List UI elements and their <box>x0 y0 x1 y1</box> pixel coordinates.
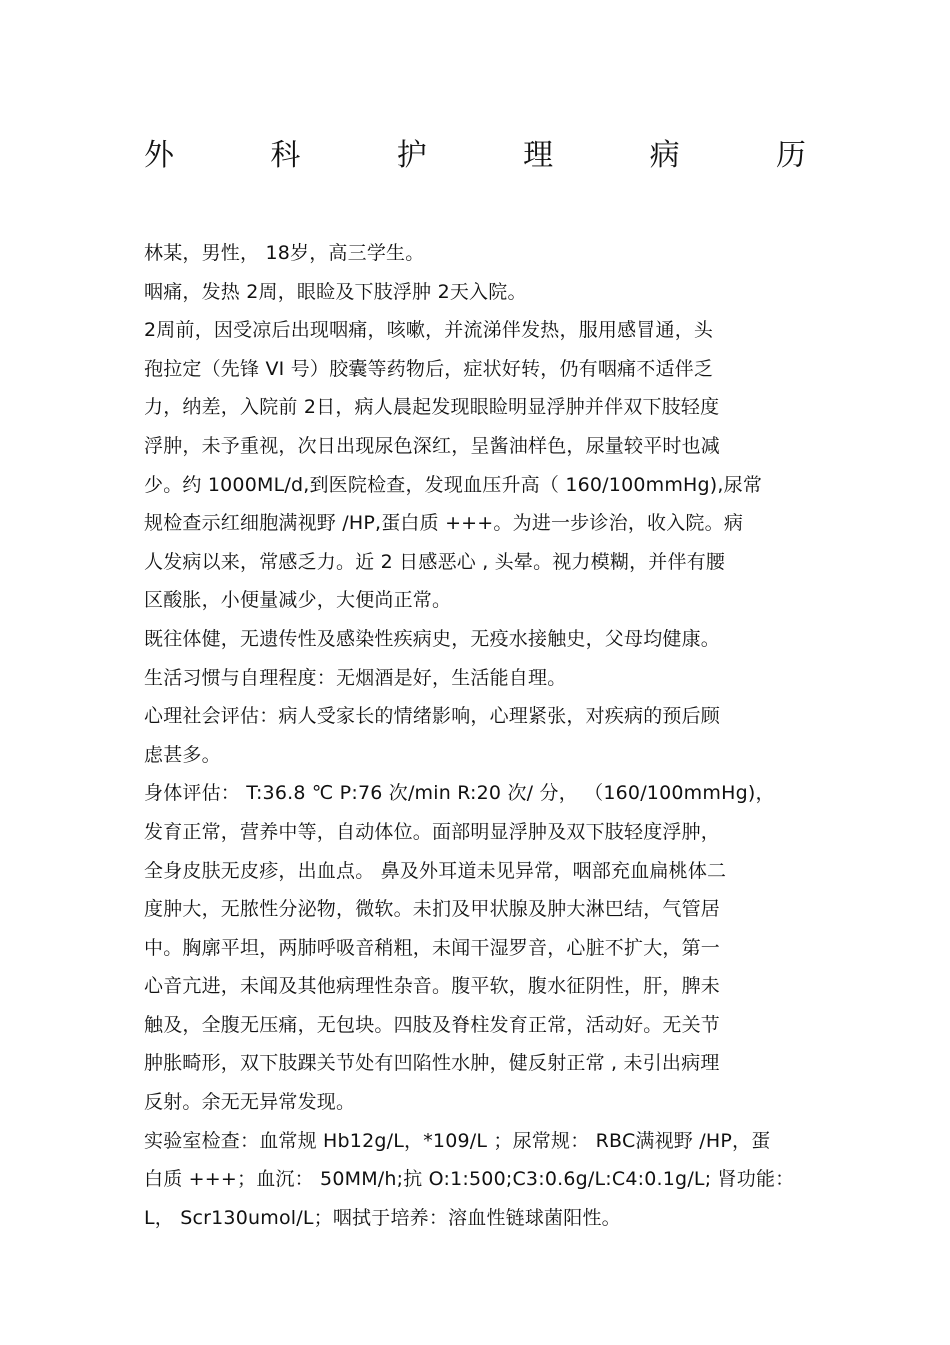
title-char: 理 <box>523 138 554 173</box>
text-line: 度肿大，无脓性分泌物，微软。未扪及甲状腺及肿大淋巴结，气管居 <box>144 898 721 921</box>
text-line: L， Scr130umol/L；咽拭于培养：溶血性链球菌阳性。 <box>144 1206 621 1229</box>
document-title <box>144 136 806 176</box>
text-line: 孢拉定（先锋 VI 号）胶囊等药物后，症状好转，仍有咽痛不适伴乏 <box>144 357 714 380</box>
text-line: 区酸胀，小便量减少，大便尚正常。 <box>144 589 452 612</box>
title-char: 外 <box>144 138 174 173</box>
text-line: 反射。余无无异常发现。 <box>144 1091 356 1114</box>
text-line: 心音亢进，未闻及其他病理性杂音。腹平软，腹水征阴性，肝，脾未 <box>144 975 721 998</box>
document-body <box>144 234 814 1237</box>
text-line: 心理社会评估：病人受家长的情绪影响，心理紧张，对疾病的预后顾 <box>144 705 721 728</box>
text-line: 实验室检查：血常规 Hb12g/L，*109/L ；尿常规： RBC满视野 /HP，蛋 <box>144 1129 771 1152</box>
text-line: 中。胸廓平坦，两肺呼吸音稍粗，未闻干湿罗音，心脏不扩大，第一 <box>144 936 721 959</box>
title-char: 科 <box>270 138 301 173</box>
text-line: 人发病以来，常感乏力。近 2 日感恶心 , 头晕。视力模糊，并伴有腰 <box>144 550 726 573</box>
text-line: 林某，男性， 18岁，高三学生。 <box>144 242 425 264</box>
title-char: 历 <box>775 138 806 173</box>
text-line: 肿胀畸形，双下肢踝关节处有凹陷性水肿，健反射正常 , 未引出病理 <box>144 1052 720 1075</box>
text-line: 咽痛，发热 2周，眼睑及下肢浮肿 2天入院。 <box>144 280 527 303</box>
title-char: 病 <box>649 138 680 173</box>
text-line: 2周前，因受凉后出现咽痛，咳嗽，并流涕伴发热，服用感冒通，头 <box>144 319 714 342</box>
text-line: 发育正常，营养中等，自动体位。面部明显浮肿及双下肢轻度浮肿， <box>144 820 721 843</box>
text-line: 规检查示红细胞满视野 /HP,蛋白质 +++。为进一步诊治，收入院。病 <box>144 512 744 535</box>
text-line: 力，纳差，入院前 2日，病人晨起发现眼睑明显浮肿并伴双下肢轻度 <box>144 396 720 419</box>
text-line: 浮肿，未予重视，次日出现尿色深红，呈酱油样色，尿量较平时也减 <box>144 434 721 457</box>
text-line: 触及，全腹无压痛，无包块。四肢及脊柱发育正常，活动好。无关节 <box>144 1013 721 1036</box>
title-char: 护 <box>396 138 427 173</box>
text-line: 生活习惯与自理程度：无烟酒是好，生活能自理。 <box>144 666 567 689</box>
text-line: 少。约 1000ML/d,到医院检查，发现血压升高（ 160/100mmHg),尿常 <box>144 473 763 496</box>
text-line: 虑甚多。 <box>144 743 221 766</box>
text-line: 身体评估： T:36.8 ℃ P:76 次/min R:20 次/ 分， （160/100mmHg)， <box>144 782 775 805</box>
text-line: 全身皮肤无皮疹，出血点。 鼻及外耳道未见异常，咽部充血扁桃体二 <box>144 859 727 882</box>
text-line: 既往体健，无遗传性及感染性疾病史，无疫水接触史，父母均健康。 <box>144 627 721 650</box>
text-line: 白质 +++；血沉： 50MM/h;抗 O:1:500;C3:0.6g/L:C4:0.1g/L; 肾功能： <box>144 1168 795 1191</box>
